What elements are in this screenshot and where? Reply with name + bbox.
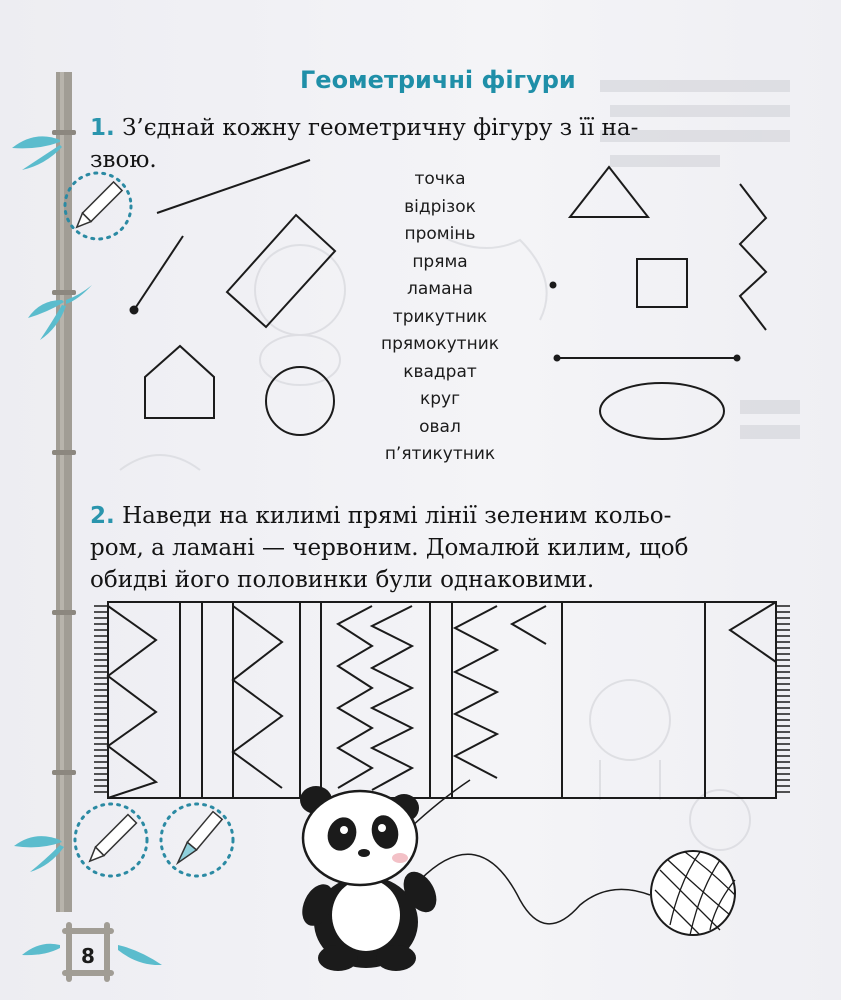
shape-name-line: пряма bbox=[412, 251, 468, 272]
task-1-text: З’єднай кожну геометричну фігуру з її на- звою. bbox=[90, 115, 639, 173]
shape-name-rectangle: прямокутник bbox=[380, 334, 500, 354]
task-2-text: Наведи на килимі прямі лінії зеленим кольо- ром, а ламані — червоним. Домалюй килим, щоб обидві його половинки були однаковими. bbox=[90, 503, 689, 593]
shape-name-triangle: трикутник bbox=[392, 306, 488, 327]
page-title: Геометричні фігури bbox=[300, 66, 576, 94]
task-1-number: 1. bbox=[90, 115, 115, 141]
shape-name-segment: відрізок bbox=[404, 196, 476, 217]
task-2-number: 2. bbox=[90, 503, 115, 529]
page-number: 8 bbox=[81, 944, 95, 968]
shape-name-pentagon: п’ятикутник bbox=[384, 444, 496, 464]
shape-name-point: точка bbox=[414, 169, 466, 189]
shape-name-ray: промінь bbox=[404, 224, 476, 244]
shape-name-oval: овал bbox=[419, 416, 461, 437]
shape-name-polyline: ламана bbox=[406, 279, 474, 299]
shape-name-circle: круг bbox=[419, 389, 461, 409]
shape-name-square: квадрат bbox=[403, 361, 477, 382]
